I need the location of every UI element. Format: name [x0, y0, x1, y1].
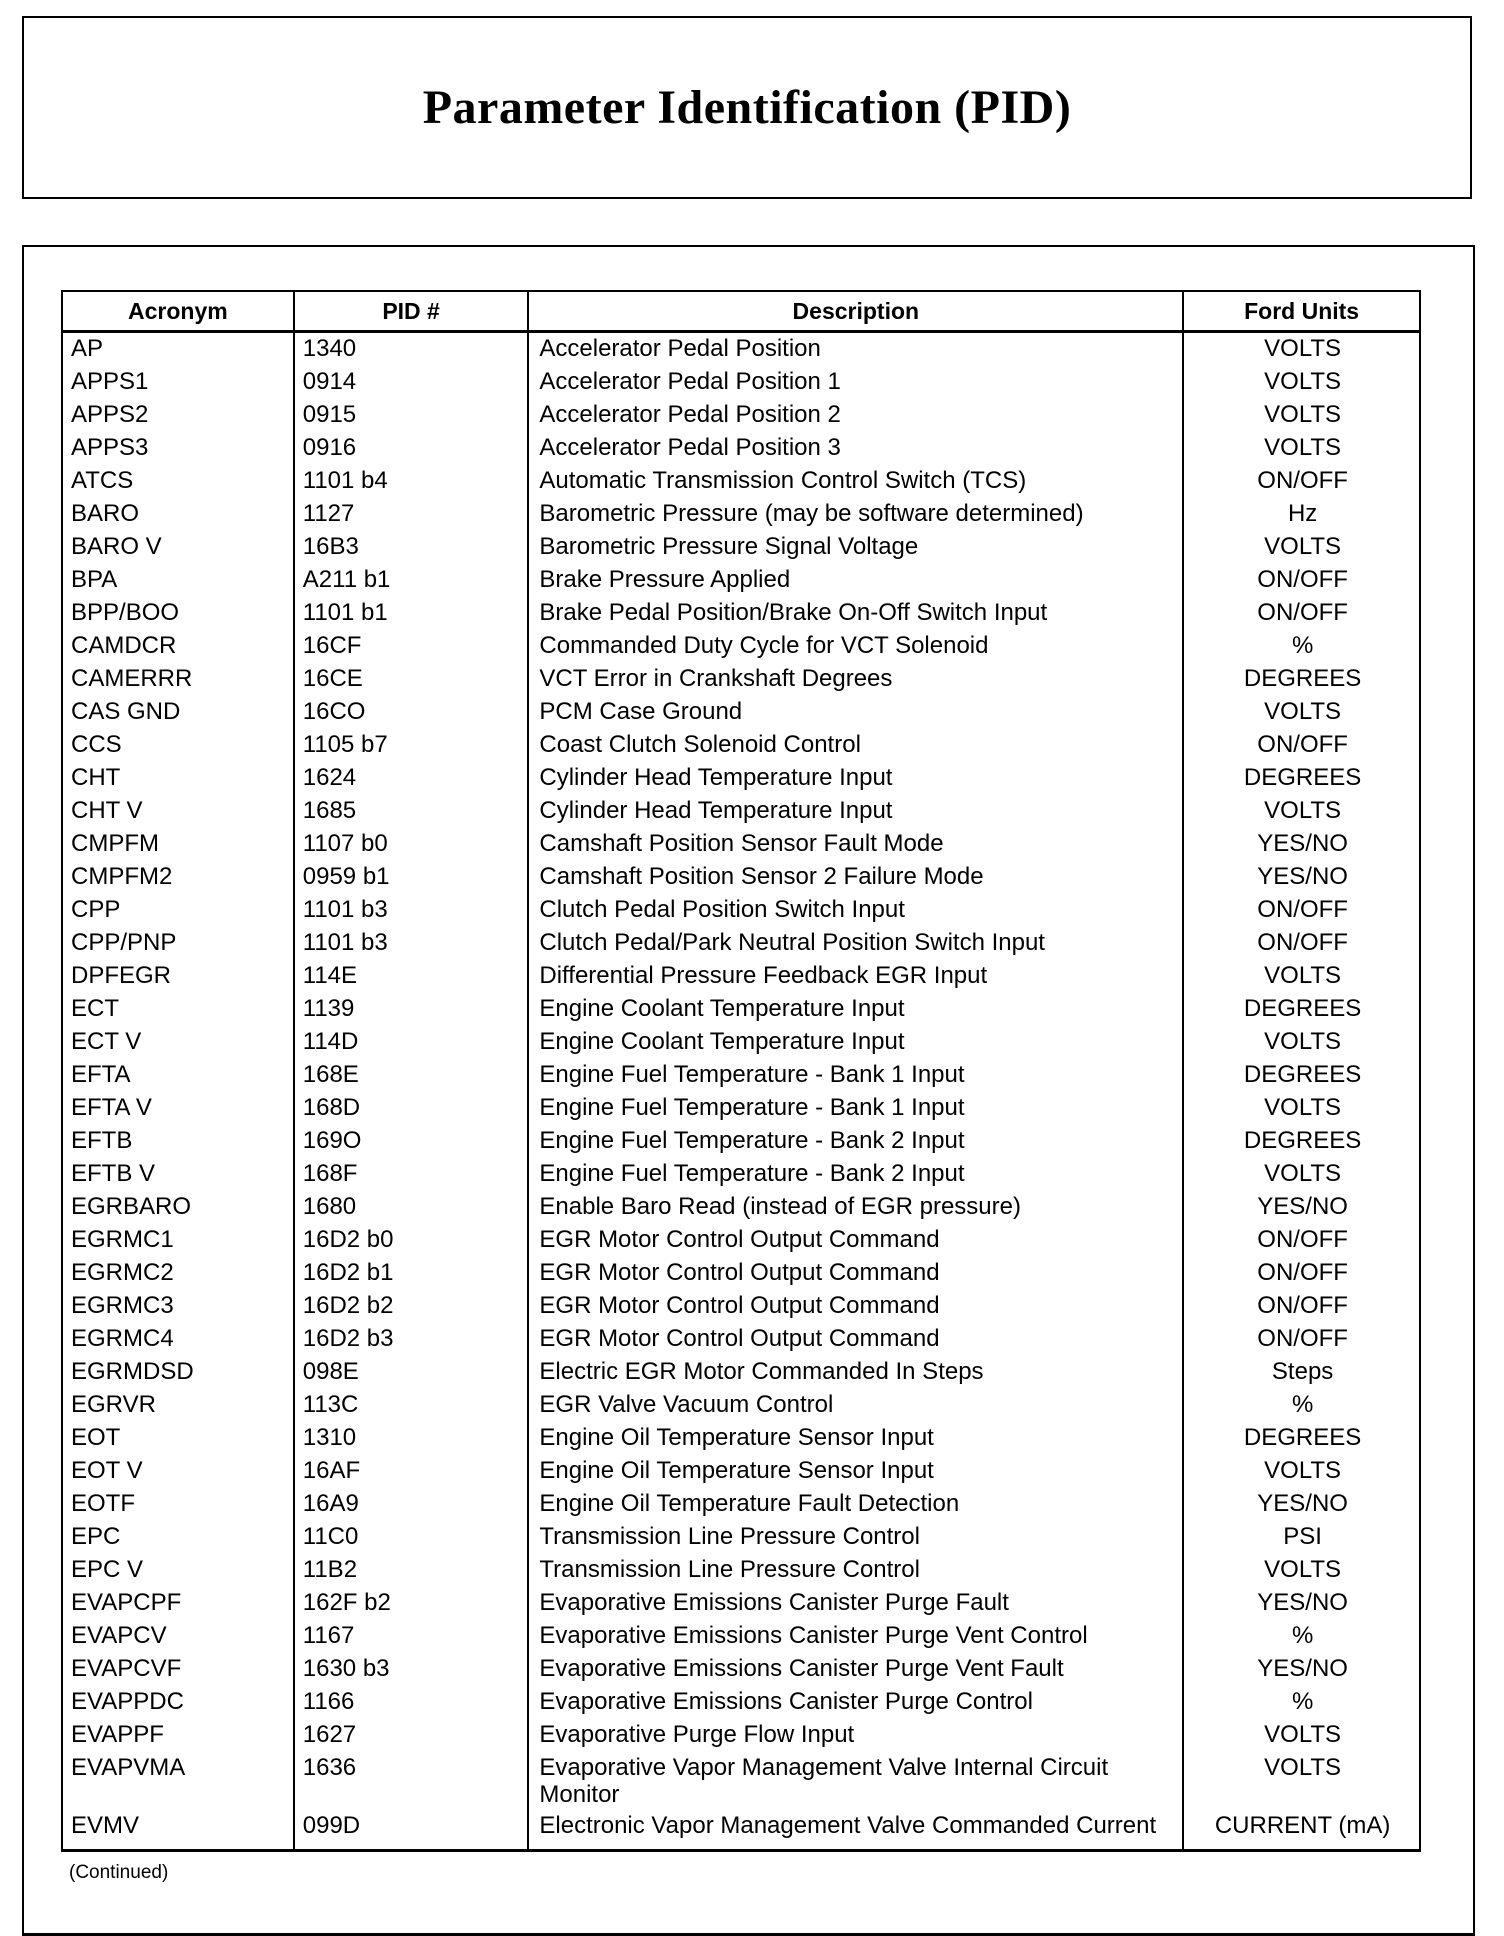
acronym-cell: CAMDCR — [62, 630, 294, 663]
table-row — [62, 1620, 1420, 1653]
units-cell: VOLTS — [1183, 531, 1420, 564]
pid-cell: 169O — [294, 1125, 529, 1158]
description-cell: Evaporative Vapor Management Valve Internal Circuit Monitor — [528, 1752, 1183, 1810]
units-cell: VOLTS — [1183, 1719, 1420, 1752]
units-cell: VOLTS — [1183, 696, 1420, 729]
pid-cell: A211 b1 — [294, 564, 529, 597]
table-row — [62, 1653, 1420, 1686]
pid-cell: 162F b2 — [294, 1587, 529, 1620]
table-row — [62, 1092, 1420, 1125]
description-cell: Coast Clutch Solenoid Control — [528, 729, 1183, 762]
units-cell: YES/NO — [1183, 1653, 1420, 1686]
acronym-cell: CHT V — [62, 795, 294, 828]
pid-cell: 1127 — [294, 498, 529, 531]
units-cell: ON/OFF — [1183, 564, 1420, 597]
pid-cell: 099D — [294, 1810, 529, 1851]
description-cell: Brake Pressure Applied — [528, 564, 1183, 597]
description-cell: Engine Fuel Temperature - Bank 2 Input — [528, 1125, 1183, 1158]
description-cell: Engine Oil Temperature Sensor Input — [528, 1455, 1183, 1488]
acronym-cell: EVAPVMA — [62, 1752, 294, 1810]
pid-cell: 16AF — [294, 1455, 529, 1488]
units-cell: VOLTS — [1183, 432, 1420, 465]
pid-cell: 1636 — [294, 1752, 529, 1810]
pid-cell: 11B2 — [294, 1554, 529, 1587]
description-cell: EGR Motor Control Output Command — [528, 1224, 1183, 1257]
table-row — [62, 1224, 1420, 1257]
acronym-cell: CCS — [62, 729, 294, 762]
pid-cell: 16CE — [294, 663, 529, 696]
pid-cell: 16D2 b1 — [294, 1257, 529, 1290]
description-cell: VCT Error in Crankshaft Degrees — [528, 663, 1183, 696]
units-cell: VOLTS — [1183, 1092, 1420, 1125]
units-cell: ON/OFF — [1183, 597, 1420, 630]
acronym-cell: CAS GND — [62, 696, 294, 729]
units-cell: % — [1183, 630, 1420, 663]
description-cell: PCM Case Ground — [528, 696, 1183, 729]
description-cell: Camshaft Position Sensor Fault Mode — [528, 828, 1183, 861]
description-cell: Evaporative Emissions Canister Purge Vent Fault — [528, 1653, 1183, 1686]
table-row — [62, 531, 1420, 564]
acronym-cell: BARO — [62, 498, 294, 531]
table-row — [62, 564, 1420, 597]
units-cell: ON/OFF — [1183, 1290, 1420, 1323]
description-cell: Engine Oil Temperature Sensor Input — [528, 1422, 1183, 1455]
acronym-cell: EGRMC2 — [62, 1257, 294, 1290]
table-row — [62, 1257, 1420, 1290]
table-row — [62, 1686, 1420, 1719]
pid-cell: 1627 — [294, 1719, 529, 1752]
units-cell: YES/NO — [1183, 828, 1420, 861]
pid-cell: 16A9 — [294, 1488, 529, 1521]
acronym-cell: ATCS — [62, 465, 294, 498]
pid-cell: 168F — [294, 1158, 529, 1191]
table-row — [62, 828, 1420, 861]
units-cell: VOLTS — [1183, 1158, 1420, 1191]
description-cell: Transmission Line Pressure Control — [528, 1521, 1183, 1554]
pid-cell: 0959 b1 — [294, 861, 529, 894]
pid-cell: 114D — [294, 1026, 529, 1059]
header-description: Description — [528, 291, 1183, 332]
table-row — [62, 1810, 1420, 1851]
table-header-row — [62, 291, 1420, 332]
description-cell: Engine Fuel Temperature - Bank 1 Input — [528, 1092, 1183, 1125]
pid-cell: 098E — [294, 1356, 529, 1389]
acronym-cell: AP — [62, 332, 294, 367]
table-row — [62, 1125, 1420, 1158]
units-cell: VOLTS — [1183, 795, 1420, 828]
table-row — [62, 729, 1420, 762]
description-cell: Evaporative Emissions Canister Purge Fault — [528, 1587, 1183, 1620]
acronym-cell: EOTF — [62, 1488, 294, 1521]
table-row — [62, 1290, 1420, 1323]
units-cell: DEGREES — [1183, 1059, 1420, 1092]
description-cell: Barometric Pressure Signal Voltage — [528, 531, 1183, 564]
units-cell: VOLTS — [1183, 1554, 1420, 1587]
description-cell: Enable Baro Read (instead of EGR pressure) — [528, 1191, 1183, 1224]
table-row — [62, 1521, 1420, 1554]
pid-cell: 113C — [294, 1389, 529, 1422]
units-cell: ON/OFF — [1183, 927, 1420, 960]
acronym-cell: EGRVR — [62, 1389, 294, 1422]
table-row — [62, 894, 1420, 927]
acronym-cell: APPS1 — [62, 366, 294, 399]
units-cell: Hz — [1183, 498, 1420, 531]
description-cell: Automatic Transmission Control Switch (TCS) — [528, 465, 1183, 498]
description-cell: Cylinder Head Temperature Input — [528, 762, 1183, 795]
table-container — [22, 245, 1475, 1936]
units-cell: CURRENT (mA) — [1183, 1810, 1420, 1851]
table-row — [62, 1455, 1420, 1488]
pid-cell: 0916 — [294, 432, 529, 465]
table-row — [62, 366, 1420, 399]
pid-cell: 16B3 — [294, 531, 529, 564]
description-cell: Electric EGR Motor Commanded In Steps — [528, 1356, 1183, 1389]
units-cell: VOLTS — [1183, 1455, 1420, 1488]
acronym-cell: CAMERRR — [62, 663, 294, 696]
pid-cell: 0915 — [294, 399, 529, 432]
units-cell: ON/OFF — [1183, 729, 1420, 762]
pid-cell: 16D2 b0 — [294, 1224, 529, 1257]
units-cell: DEGREES — [1183, 1125, 1420, 1158]
acronym-cell: APPS3 — [62, 432, 294, 465]
acronym-cell: CMPFM2 — [62, 861, 294, 894]
description-cell: Accelerator Pedal Position 2 — [528, 399, 1183, 432]
acronym-cell: EOT V — [62, 1455, 294, 1488]
acronym-cell: EGRBARO — [62, 1191, 294, 1224]
table-row — [62, 1554, 1420, 1587]
header-acronym: Acronym — [62, 291, 294, 332]
pid-cell: 16D2 b2 — [294, 1290, 529, 1323]
description-cell: Commanded Duty Cycle for VCT Solenoid — [528, 630, 1183, 663]
table-row — [62, 1752, 1420, 1810]
acronym-cell: EGRMC3 — [62, 1290, 294, 1323]
acronym-cell: BARO V — [62, 531, 294, 564]
pid-cell: 1340 — [294, 332, 529, 367]
units-cell: VOLTS — [1183, 332, 1420, 367]
units-cell: ON/OFF — [1183, 1257, 1420, 1290]
units-cell: DEGREES — [1183, 762, 1420, 795]
table-row — [62, 498, 1420, 531]
table-row — [62, 1059, 1420, 1092]
units-cell: DEGREES — [1183, 993, 1420, 1026]
acronym-cell: CMPFM — [62, 828, 294, 861]
continued-note: (Continued) — [69, 1862, 169, 1883]
description-cell: Differential Pressure Feedback EGR Input — [528, 960, 1183, 993]
table-row — [62, 1026, 1420, 1059]
pid-cell: 1101 b3 — [294, 927, 529, 960]
table-row — [62, 663, 1420, 696]
units-cell: PSI — [1183, 1521, 1420, 1554]
table-row — [62, 1389, 1420, 1422]
pid-cell: 1101 b1 — [294, 597, 529, 630]
units-cell: YES/NO — [1183, 861, 1420, 894]
table-row — [62, 630, 1420, 663]
pid-cell: 1107 b0 — [294, 828, 529, 861]
pid-cell: 1139 — [294, 993, 529, 1026]
pid-cell: 1624 — [294, 762, 529, 795]
units-cell: YES/NO — [1183, 1488, 1420, 1521]
pid-cell: 168D — [294, 1092, 529, 1125]
acronym-cell: APPS2 — [62, 399, 294, 432]
table-row — [62, 762, 1420, 795]
pid-cell: 16CF — [294, 630, 529, 663]
table-row — [62, 399, 1420, 432]
description-cell: Engine Oil Temperature Fault Detection — [528, 1488, 1183, 1521]
pid-cell: 1101 b4 — [294, 465, 529, 498]
description-cell: Cylinder Head Temperature Input — [528, 795, 1183, 828]
table-row — [62, 1323, 1420, 1356]
table-row — [62, 332, 1420, 367]
description-cell: Engine Fuel Temperature - Bank 2 Input — [528, 1158, 1183, 1191]
table-row — [62, 1356, 1420, 1389]
description-cell: Camshaft Position Sensor 2 Failure Mode — [528, 861, 1183, 894]
pid-cell: 16CO — [294, 696, 529, 729]
description-cell: Clutch Pedal Position Switch Input — [528, 894, 1183, 927]
table-row — [62, 1422, 1420, 1455]
pid-cell: 11C0 — [294, 1521, 529, 1554]
description-cell: Engine Fuel Temperature - Bank 1 Input — [528, 1059, 1183, 1092]
pid-cell: 1685 — [294, 795, 529, 828]
table-row — [62, 696, 1420, 729]
acronym-cell: DPFEGR — [62, 960, 294, 993]
table-row — [62, 861, 1420, 894]
description-cell: EGR Motor Control Output Command — [528, 1290, 1183, 1323]
acronym-cell: CHT — [62, 762, 294, 795]
acronym-cell: BPP/BOO — [62, 597, 294, 630]
title-box — [22, 16, 1472, 199]
acronym-cell: EGRMC4 — [62, 1323, 294, 1356]
units-cell: % — [1183, 1686, 1420, 1719]
acronym-cell: EGRMC1 — [62, 1224, 294, 1257]
acronym-cell: EVAPCPF — [62, 1587, 294, 1620]
description-cell: Engine Coolant Temperature Input — [528, 993, 1183, 1026]
units-cell: YES/NO — [1183, 1587, 1420, 1620]
table-row — [62, 432, 1420, 465]
description-cell: Evaporative Purge Flow Input — [528, 1719, 1183, 1752]
units-cell: % — [1183, 1389, 1420, 1422]
units-cell: ON/OFF — [1183, 465, 1420, 498]
header-pid: PID # — [294, 291, 529, 332]
pid-cell: 1680 — [294, 1191, 529, 1224]
description-cell: Barometric Pressure (may be software determined) — [528, 498, 1183, 531]
header-units: Ford Units — [1183, 291, 1420, 332]
units-cell: ON/OFF — [1183, 894, 1420, 927]
pid-cell: 1310 — [294, 1422, 529, 1455]
description-cell: Transmission Line Pressure Control — [528, 1554, 1183, 1587]
units-cell: VOLTS — [1183, 1752, 1420, 1810]
pid-cell: 114E — [294, 960, 529, 993]
description-cell: Accelerator Pedal Position 3 — [528, 432, 1183, 465]
description-cell: Clutch Pedal/Park Neutral Position Switch Input — [528, 927, 1183, 960]
table-row — [62, 597, 1420, 630]
table-row — [62, 1587, 1420, 1620]
acronym-cell: EPC — [62, 1521, 294, 1554]
table-row — [62, 1158, 1420, 1191]
units-cell: DEGREES — [1183, 663, 1420, 696]
acronym-cell: ECT V — [62, 1026, 294, 1059]
acronym-cell: CPP — [62, 894, 294, 927]
pid-table — [61, 290, 1421, 1852]
acronym-cell: EVAPPF — [62, 1719, 294, 1752]
pid-cell: 1101 b3 — [294, 894, 529, 927]
description-cell: Brake Pedal Position/Brake On-Off Switch Input — [528, 597, 1183, 630]
units-cell: VOLTS — [1183, 960, 1420, 993]
table-row — [62, 1719, 1420, 1752]
acronym-cell: EPC V — [62, 1554, 294, 1587]
description-cell: Accelerator Pedal Position — [528, 332, 1183, 367]
pid-cell: 0914 — [294, 366, 529, 399]
acronym-cell: EFTA — [62, 1059, 294, 1092]
description-cell: Engine Coolant Temperature Input — [528, 1026, 1183, 1059]
acronym-cell: EVAPCVF — [62, 1653, 294, 1686]
acronym-cell: EFTB — [62, 1125, 294, 1158]
table-row — [62, 465, 1420, 498]
units-cell: Steps — [1183, 1356, 1420, 1389]
pid-cell: 168E — [294, 1059, 529, 1092]
acronym-cell: EVAPPDC — [62, 1686, 294, 1719]
pid-cell: 1167 — [294, 1620, 529, 1653]
table-row — [62, 993, 1420, 1026]
table-row — [62, 1191, 1420, 1224]
acronym-cell: EGRMDSD — [62, 1356, 294, 1389]
acronym-cell: EOT — [62, 1422, 294, 1455]
table-row — [62, 1488, 1420, 1521]
description-cell: Accelerator Pedal Position 1 — [528, 366, 1183, 399]
units-cell: % — [1183, 1620, 1420, 1653]
units-cell: VOLTS — [1183, 366, 1420, 399]
acronym-cell: CPP/PNP — [62, 927, 294, 960]
pid-cell: 1166 — [294, 1686, 529, 1719]
units-cell: VOLTS — [1183, 399, 1420, 432]
units-cell: ON/OFF — [1183, 1323, 1420, 1356]
units-cell: VOLTS — [1183, 1026, 1420, 1059]
acronym-cell: EVAPCV — [62, 1620, 294, 1653]
units-cell: YES/NO — [1183, 1191, 1420, 1224]
description-cell: Evaporative Emissions Canister Purge Vent Control — [528, 1620, 1183, 1653]
units-cell: DEGREES — [1183, 1422, 1420, 1455]
description-cell: EGR Valve Vacuum Control — [528, 1389, 1183, 1422]
acronym-cell: EFTA V — [62, 1092, 294, 1125]
acronym-cell: EVMV — [62, 1810, 294, 1851]
acronym-cell: EFTB V — [62, 1158, 294, 1191]
page-title: Parameter Identification (PID) — [422, 81, 1072, 134]
description-cell: Electronic Vapor Management Valve Commanded Current — [528, 1810, 1183, 1851]
description-cell: Evaporative Emissions Canister Purge Control — [528, 1686, 1183, 1719]
acronym-cell: ECT — [62, 993, 294, 1026]
units-cell: ON/OFF — [1183, 1224, 1420, 1257]
table-row — [62, 927, 1420, 960]
pid-cell: 1630 b3 — [294, 1653, 529, 1686]
table-row — [62, 795, 1420, 828]
description-cell: EGR Motor Control Output Command — [528, 1323, 1183, 1356]
pid-cell: 16D2 b3 — [294, 1323, 529, 1356]
description-cell: EGR Motor Control Output Command — [528, 1257, 1183, 1290]
table-row — [62, 960, 1420, 993]
pid-cell: 1105 b7 — [294, 729, 529, 762]
acronym-cell: BPA — [62, 564, 294, 597]
